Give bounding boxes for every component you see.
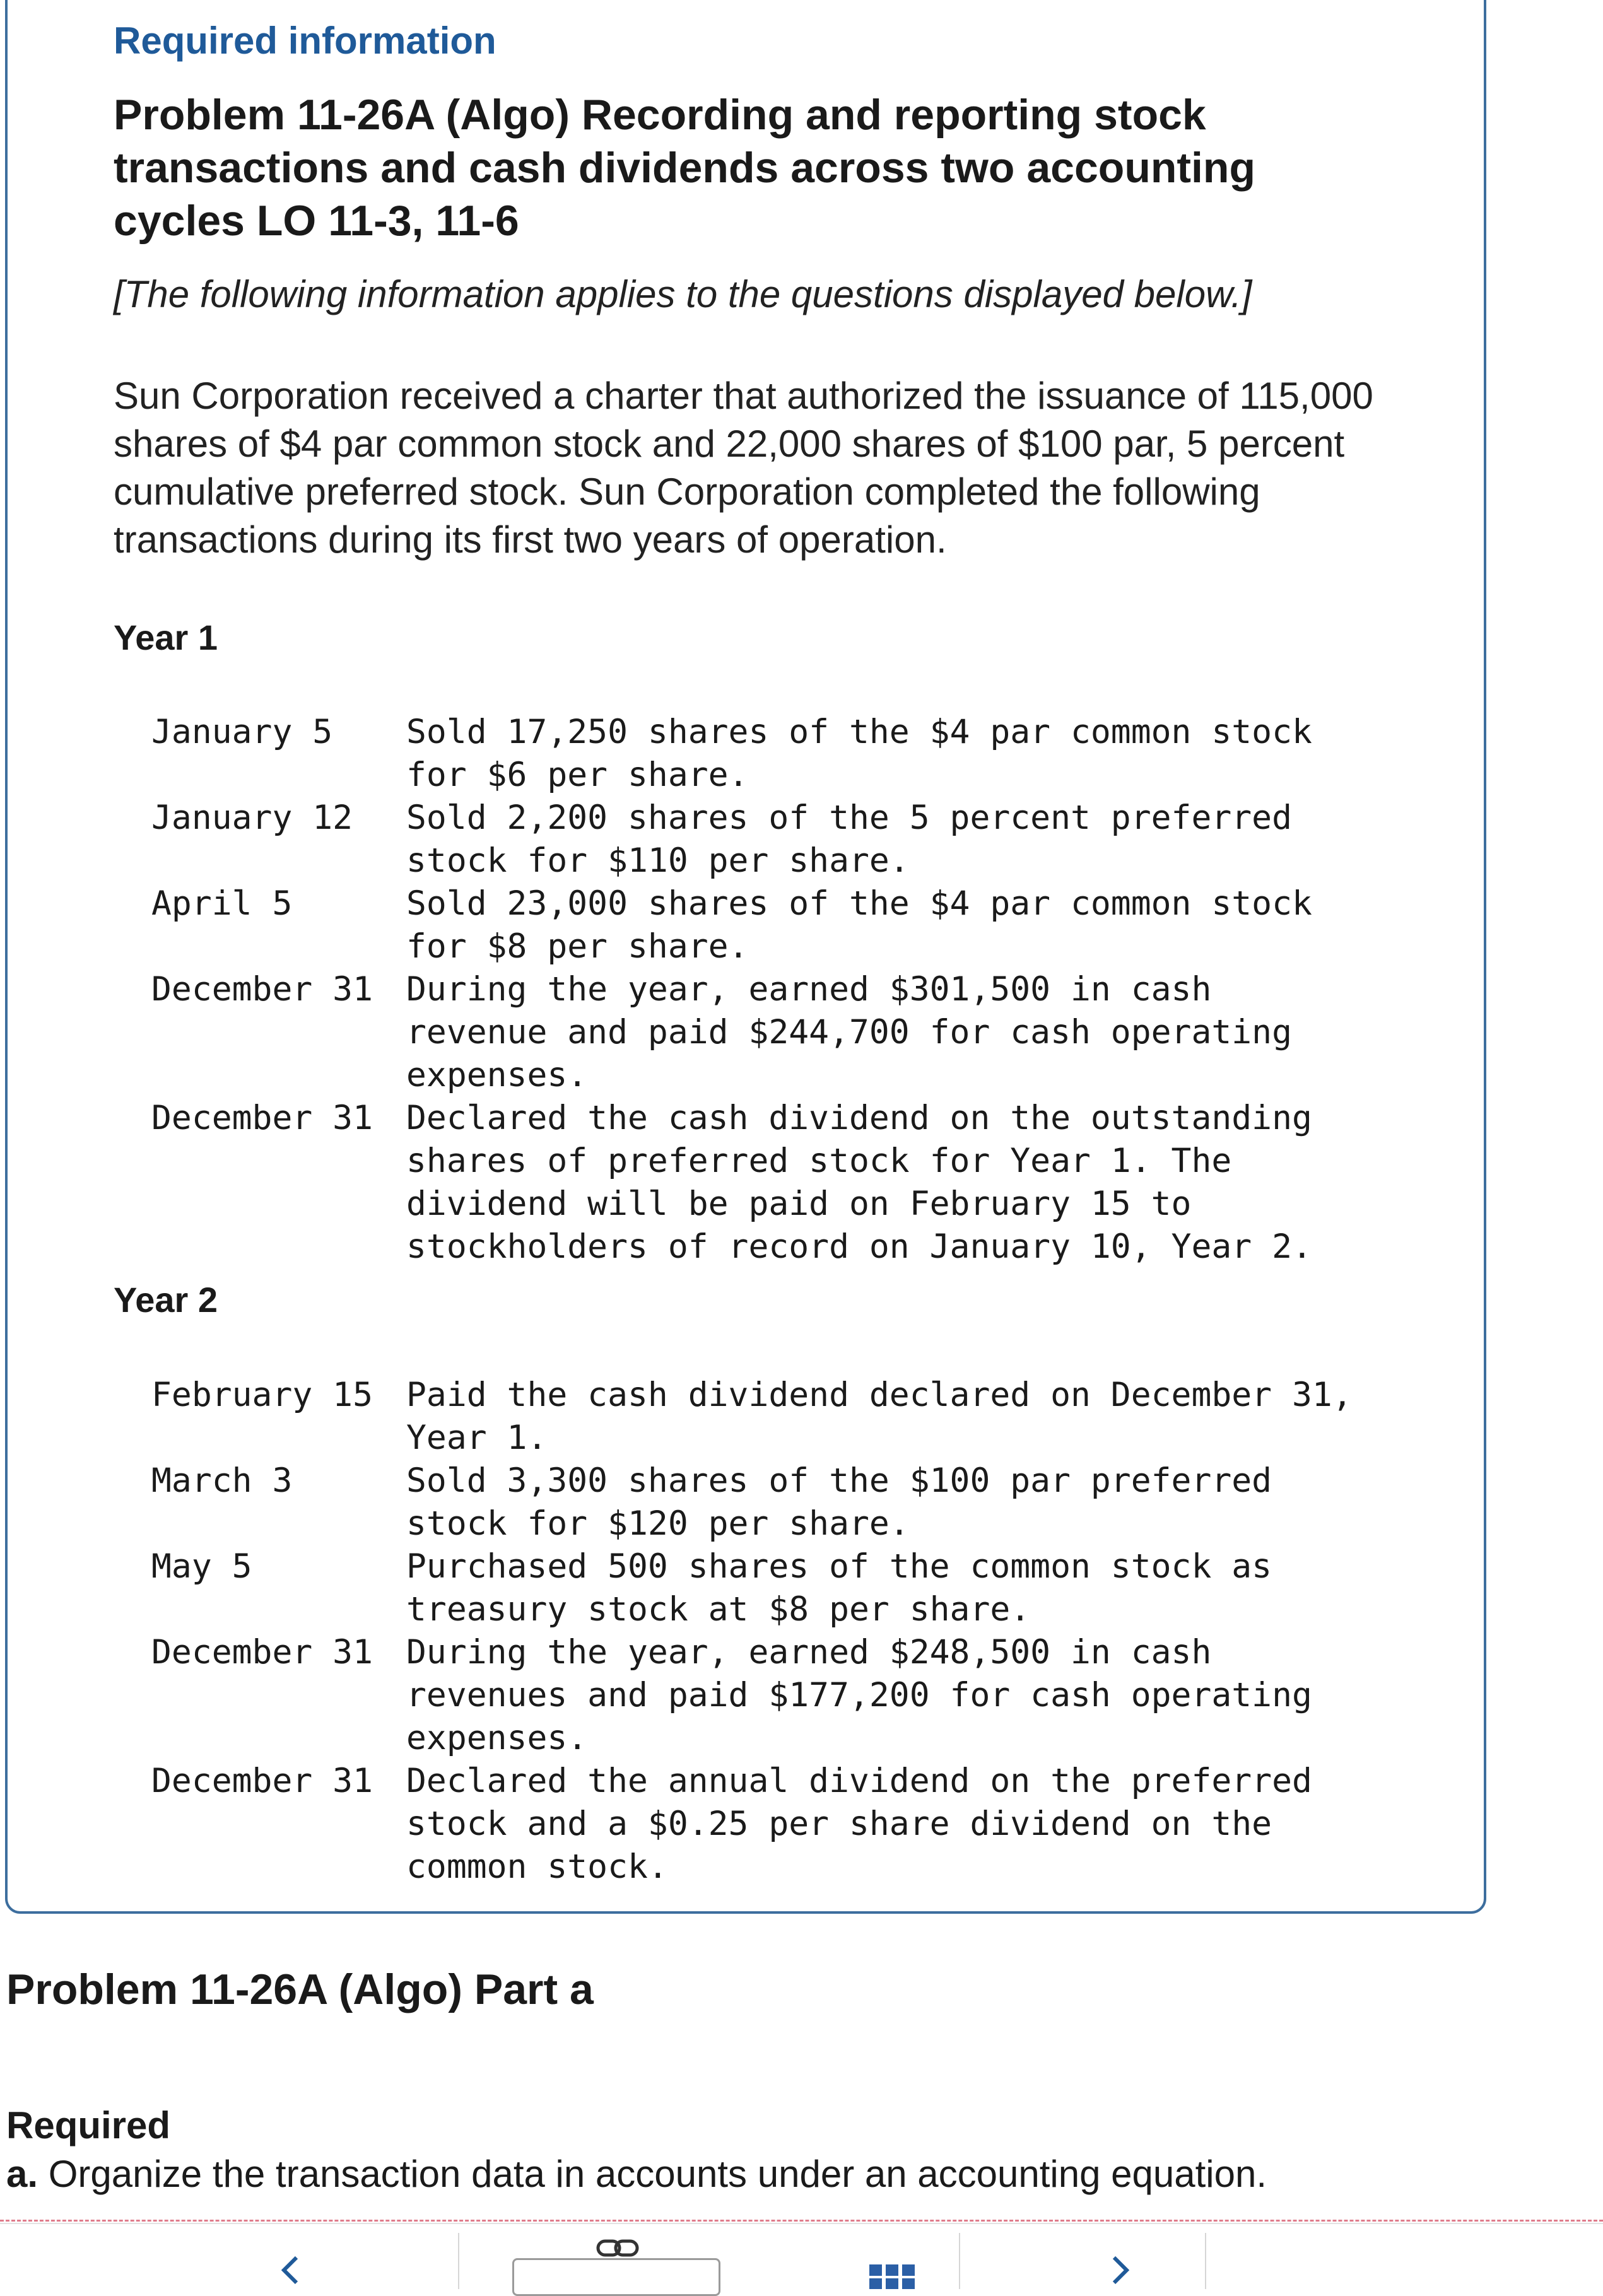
transaction-description: Declared the annual dividend on the preferred stock and a $0.25 per share dividend on the common stock.: [406, 1762, 1312, 1886]
divider: [0, 2220, 1603, 2222]
transaction-date: May 5: [151, 1547, 252, 1586]
part-title: Problem 11-26A (Algo) Part a: [6, 1965, 594, 2013]
transaction-description: Sold 3,300 shares of the $100 par preferred stock for $120 per share.: [406, 1461, 1272, 1543]
transaction-date: January 5: [151, 713, 333, 751]
transaction-date: January 12: [151, 799, 353, 837]
transaction-row: [151, 1631, 1353, 1760]
bottom-navigation: [0, 2223, 1603, 2290]
nav-divider: [959, 2233, 960, 2289]
nav-divider: [458, 2233, 459, 2289]
page-selector[interactable]: [512, 2258, 720, 2296]
chevron-right-icon: [1013, 2254, 1139, 2286]
transaction-description: Purchased 500 shares of the common stock as treasury stock at $8 per share.: [406, 1547, 1272, 1629]
transaction-date: December 31: [151, 1099, 373, 1137]
year-1-heading: Year 1: [114, 618, 218, 657]
transaction-row: [151, 882, 1353, 968]
grid-icon[interactable]: [869, 2264, 916, 2289]
intro-paragraph: Sun Corporation received a charter that authorized the issuance of 115,000 shares of $4 par common stock and 22,000 shares of $100 par, 5 percent cumulative preferred stock. Sun Corporation completed the following transactions during its first two years of operation.: [114, 375, 1373, 561]
transaction-row: [151, 1760, 1353, 1889]
transaction-row: [151, 1545, 1353, 1631]
year-1-transactions: [151, 711, 1353, 1268]
transaction-row: [151, 1374, 1353, 1460]
transaction-date: December 31: [151, 1633, 373, 1672]
required-information-link[interactable]: Required information: [114, 20, 496, 62]
transaction-description: During the year, earned $248,500 in cash revenues and paid $177,200 for cash operating expenses.: [406, 1633, 1312, 1757]
transaction-row: [151, 797, 1353, 882]
transaction-description: Paid the cash dividend declared on December 31, Year 1.: [406, 1376, 1353, 1457]
transaction-row: [151, 1460, 1353, 1545]
transaction-description: During the year, earned $301,500 in cash revenue and paid $244,700 for cash operating expenses.: [406, 970, 1292, 1094]
link-icon[interactable]: [596, 2236, 640, 2261]
transaction-description: Sold 2,200 shares of the 5 percent preferred stock for $110 per share.: [406, 799, 1292, 880]
next-button[interactable]: [1013, 2253, 1139, 2294]
prev-button[interactable]: [278, 2253, 303, 2294]
transaction-row: [151, 1097, 1353, 1268]
transaction-date: December 31: [151, 970, 373, 1009]
chevron-left-icon: [278, 2254, 303, 2286]
transaction-date: February 15: [151, 1376, 373, 1414]
problem-title: Problem 11-26A (Algo) Recording and reporting stock transactions and cash dividends across two accounting cycles LO 11-3, 11-6: [114, 91, 1256, 245]
transaction-description: Sold 23,000 shares of the $4 par common stock for $8 per share.: [406, 884, 1312, 966]
year-2-heading: Year 2: [114, 1280, 218, 1320]
transaction-date: April 5: [151, 884, 293, 923]
required-heading: Required: [6, 2104, 171, 2147]
transaction-description: Declared the cash dividend on the outstanding shares of preferred stock for Year 1. The dividend will be paid on February 15 to stockholders of record on January 10, Year 2.: [406, 1099, 1312, 1266]
transaction-row: [151, 968, 1353, 1097]
required-instruction: [6, 2152, 1267, 2196]
required-letter: a.: [6, 2153, 38, 2195]
nav-divider: [1205, 2233, 1206, 2289]
year-2-transactions: [151, 1374, 1353, 1889]
applies-note: [The following information applies to the questions displayed below.]: [114, 273, 1252, 315]
transaction-date: March 3: [151, 1461, 293, 1500]
transaction-description: Sold 17,250 shares of the $4 par common stock for $6 per share.: [406, 713, 1312, 794]
required-instruction-text: Organize the transaction data in accounts under an accounting equation.: [48, 2153, 1267, 2195]
transaction-row: [151, 711, 1353, 797]
transaction-date: December 31: [151, 1762, 373, 1800]
